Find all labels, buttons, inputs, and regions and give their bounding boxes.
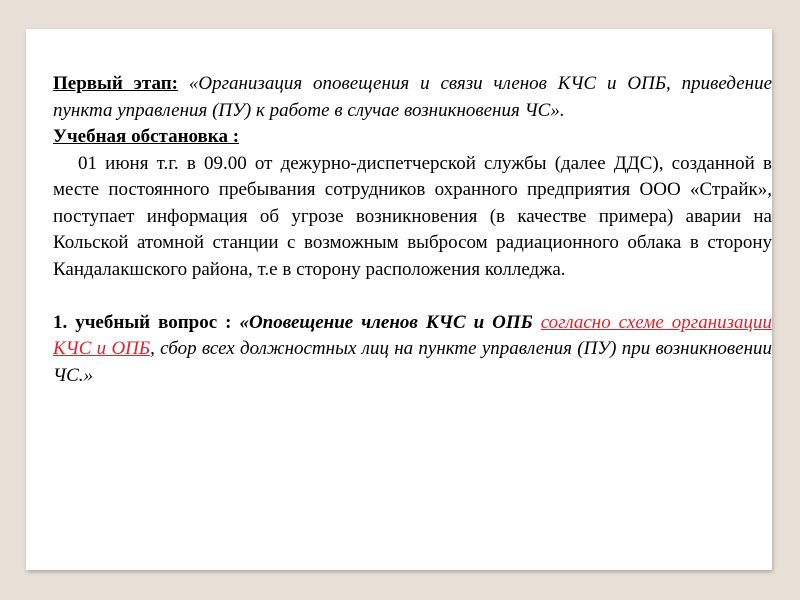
slide xyxy=(26,29,772,570)
question-paragraph xyxy=(53,310,772,390)
question-text-before: «Оповещение членов КЧС и ОПБ xyxy=(239,311,533,333)
stage-text: «Организация оповещения и связи членов КЧС и ОПБ, приведение пункта управления (ПУ) к работе в случае возникновения ЧС». xyxy=(53,73,773,121)
stage-label: Первый этап: xyxy=(53,73,178,94)
scheme-link[interactable]: согласно схеме организации КЧС и ОПБ xyxy=(53,311,773,359)
situation-label: Учебная обстановка : xyxy=(53,126,240,147)
slide-content xyxy=(53,71,772,389)
spacer xyxy=(53,283,772,310)
stage-paragraph xyxy=(53,71,772,124)
question-label: 1. учебный вопрос : xyxy=(53,311,232,333)
situation-heading xyxy=(53,124,772,151)
question-text-after: , сбор всех должностных лиц на пункте управления (ПУ) при возникновении ЧС.» xyxy=(53,338,772,386)
situation-text: 01 июня т.г. в 09.00 от дежурно-диспетчерской службы (далее ДДС), созданной в месте постоянного пребывания сотрудников охранного предприятия ООО «Страйк», поступает информация об угрозе возникновения (в качестве примера) аварии на Кольской атомной станции с возможным выбросом радиационного облака в сторону Кандалакшского района, т.е в сторону расположения колледжа. xyxy=(53,152,772,280)
